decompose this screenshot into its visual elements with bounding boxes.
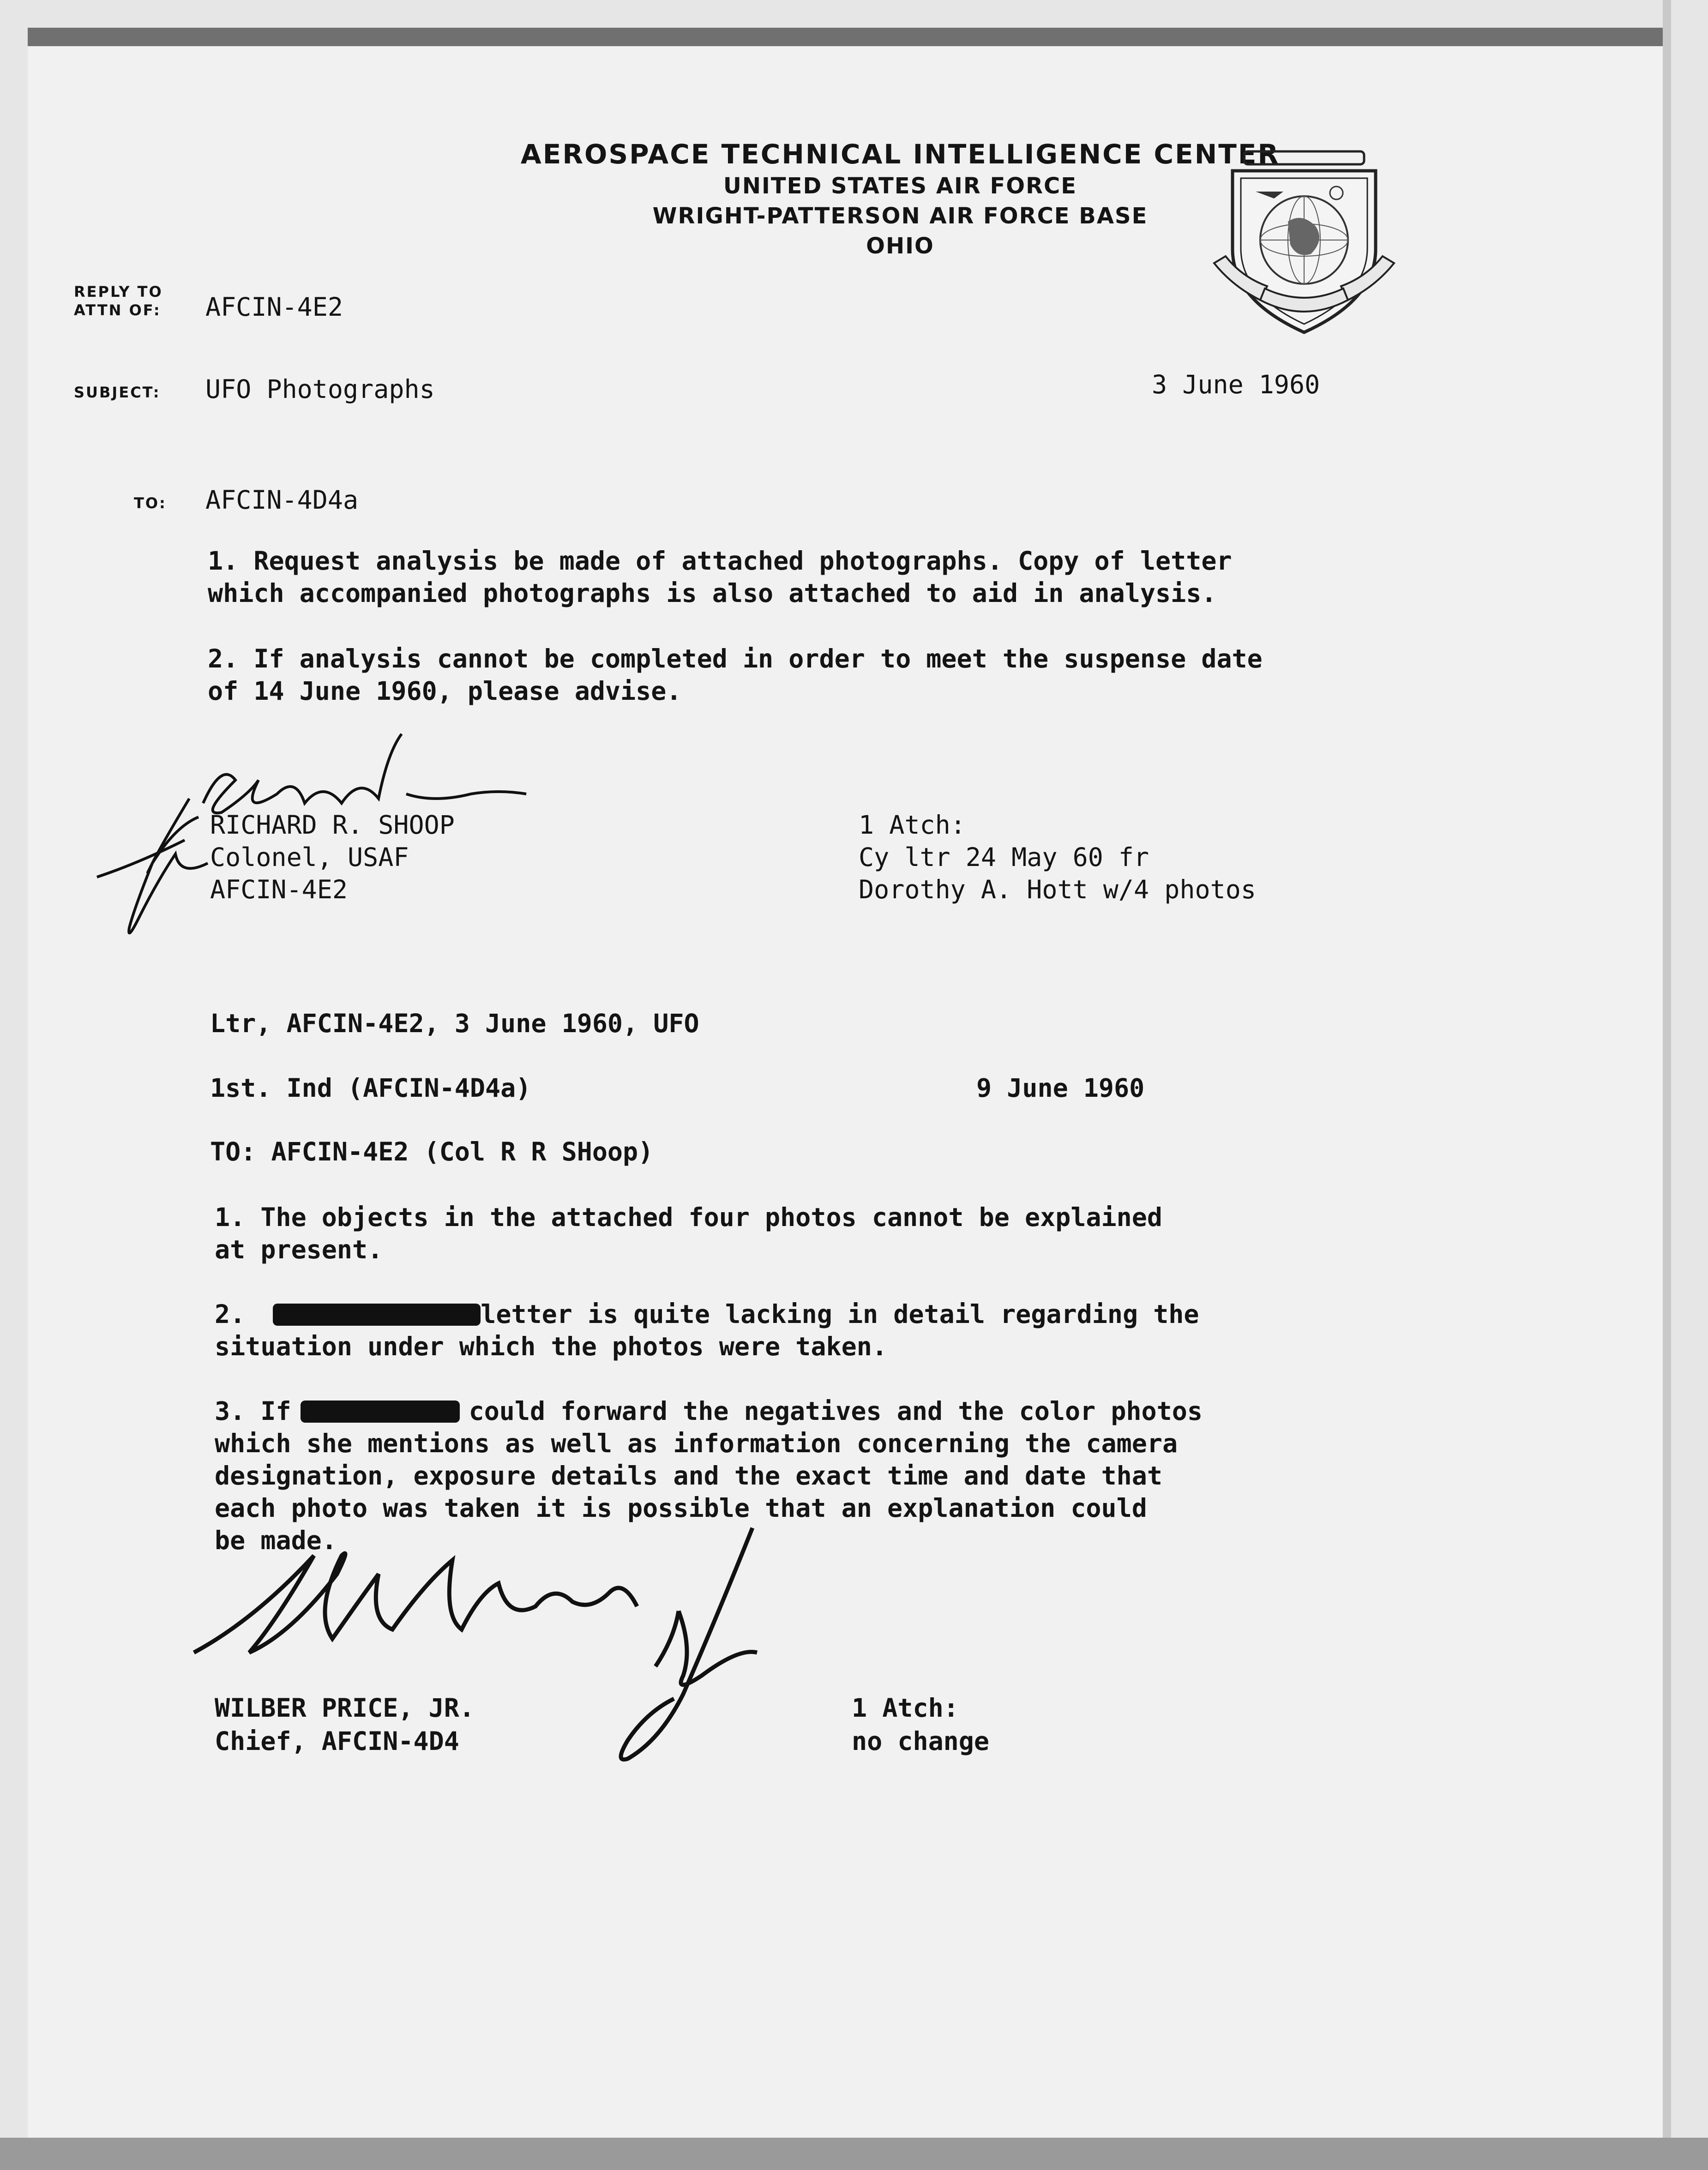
redaction-mark: [301, 1401, 460, 1423]
ind-paragraph-3-line-3: designation, exposure details and the exact time and date that: [215, 1461, 1162, 1491]
ind-paragraph-1-line-1: 1. The objects in the attached four photos cannot be explained: [215, 1202, 1162, 1232]
attn-label: ATTN OF:: [74, 301, 161, 319]
letterhead-service: UNITED STATES AIR FORCE: [723, 173, 1077, 199]
attachment-2-desc: no change: [852, 1726, 990, 1756]
indorsement-date: 9 June 1960: [976, 1073, 1145, 1103]
indorsement-to: TO: AFCIN-4E2 (Col R R SHoop): [210, 1137, 654, 1166]
indorsement-number: 1st. Ind (AFCIN-4D4a): [210, 1073, 531, 1103]
to-label: TO:: [134, 494, 167, 512]
subject-label: SUBJECT:: [74, 384, 161, 401]
signer-1-name: RICHARD R. SHOOP: [210, 810, 455, 840]
atic-seal-emblem: [1205, 148, 1403, 342]
signer-1-rank: Colonel, USAF: [210, 842, 409, 872]
letterhead-state: OHIO: [866, 233, 934, 259]
ind-paragraph-3-line-4: each photo was taken it is possible that an explanation could: [215, 1493, 1147, 1523]
signer-2-name: WILBER PRICE, JR.: [215, 1693, 475, 1723]
reply-label: REPLY TO: [74, 283, 163, 301]
ind-paragraph-3-line-2: which she mentions as well as information concerning the camera: [215, 1429, 1178, 1458]
paragraph-1-line-2: which accompanied photographs is also attached to aid in analysis.: [208, 578, 1217, 608]
letter-date: 3 June 1960: [1152, 370, 1320, 399]
attachment-1-desc-2: Dorothy A. Hott w/4 photos: [859, 875, 1256, 904]
ind-paragraph-1-line-2: at present.: [215, 1235, 383, 1264]
page-edge-bottom: [0, 2138, 1708, 2170]
ind-paragraph-3-line-5: be made.: [215, 1526, 337, 1555]
attachment-2-label: 1 Atch:: [852, 1693, 959, 1723]
attachment-1-label: 1 Atch:: [859, 810, 966, 840]
letterhead-base: WRIGHT-PATTERSON AIR FORCE BASE: [652, 203, 1148, 229]
ind-paragraph-2-line-1: 2. letter is quite lacking in detail regarding the: [215, 1299, 1199, 1329]
signer-2-title: Chief, AFCIN-4D4: [215, 1726, 459, 1756]
ind-paragraph-2-line-2: situation under which the photos were taken.: [215, 1332, 887, 1361]
reply-office: AFCIN-4E2: [205, 292, 343, 322]
ind-paragraph-3-line-1: 3. If could forward the negatives and the color photos: [215, 1396, 1203, 1426]
letterhead-org: AEROSPACE TECHNICAL INTELLIGENCE CENTER: [520, 138, 1280, 170]
paragraph-2-line-1: 2. If analysis cannot be completed in order to meet the suspense date: [208, 644, 1263, 673]
signer-1-office: AFCIN-4E2: [210, 875, 348, 904]
redaction-mark: [273, 1304, 481, 1326]
paragraph-1-line-1: 1. Request analysis be made of attached photographs. Copy of letter: [208, 546, 1232, 576]
paragraph-2-line-2: of 14 June 1960, please advise.: [208, 676, 682, 706]
to-office: AFCIN-4D4a: [205, 485, 359, 515]
subject-value: UFO Photographs: [205, 374, 435, 404]
page-edge: [1663, 0, 1671, 2170]
indorsement-ref: Ltr, AFCIN-4E2, 3 June 1960, UFO: [210, 1009, 699, 1038]
attachment-1-desc: Cy ltr 24 May 60 fr: [859, 842, 1149, 872]
